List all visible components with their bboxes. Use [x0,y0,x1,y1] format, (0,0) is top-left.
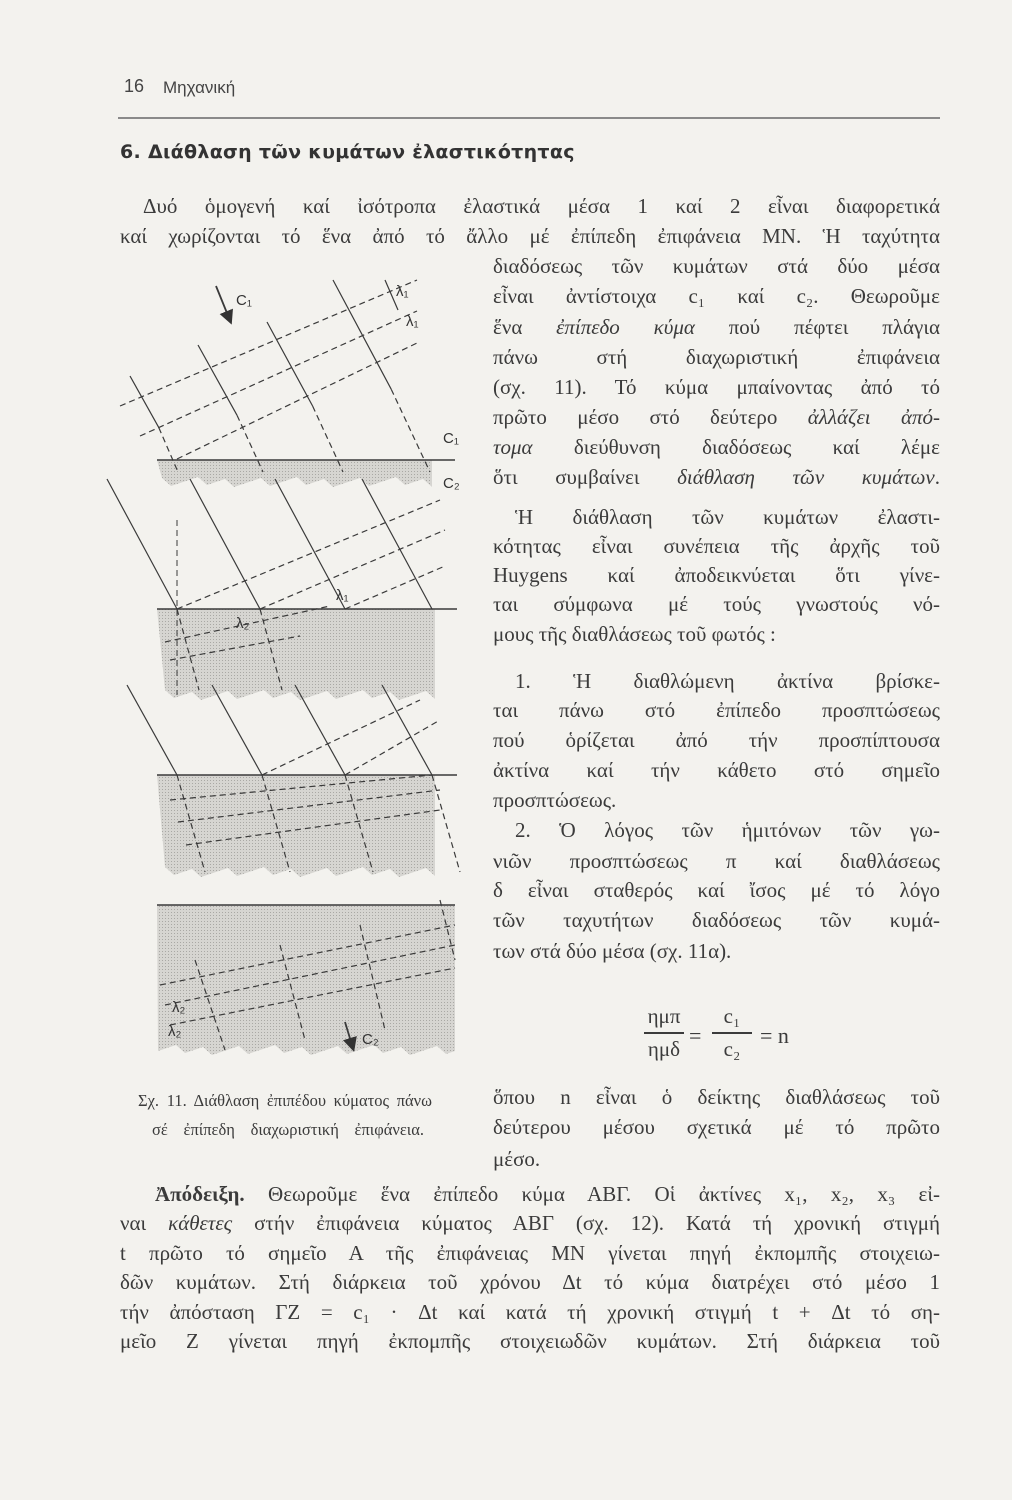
equals-sign: = [689,1023,702,1048]
text-segment: . [934,465,940,489]
label-lambda1-a: λ₁ [396,283,409,300]
text-segment: δῶν κυμάτων. Στή διάρκεια τοῦ χρόνου Δt τό κύμα διατρέχει στό μέσο 1 [120,1270,940,1294]
figure-caption-line1: Σχ. 11. Διάθλαση ἐπιπέδου κύματος πάνω [138,1091,432,1110]
text-segment: t πρῶτο τό σημεῖο Α τῆς ἐπιφάνειας ΜΝ γίνεται πηγή ἐκπομπῆς στοιχειω- [120,1241,940,1265]
ray-line [362,479,432,609]
text-segment: νιῶν προσπτώσεως π καί διαθλάσεως [493,849,940,873]
ray-line [198,345,237,415]
wavefront-line [177,343,417,459]
text-segment: στήν ἐπιφάνεια κύματος ΑΒΓ (σχ. 12). Κατά τή χρονική στιγμή [232,1211,940,1235]
ray-line [432,775,460,872]
text-segment: πού πέφτει πλάγια [694,315,940,339]
arrow-c1 [216,286,229,318]
text-segment: ὅπου n εἶναι ὁ δείκτης διαθλάσεως τοῦ [493,1085,940,1109]
section-heading: 6. Διάθλαση τῶν κυμάτων ἐλαστικότητας [120,141,575,163]
text-segment: ὅτι συμβαίνει [493,465,678,489]
text-segment: Θεωροῦμε ἕνα ἐπίπεδο κύμα ΑΒΓ. Οἱ ἀκτίνες x₁, x₂, x₃ εἰ- [244,1182,940,1206]
denominator-sin-refraction: ημδ [647,1037,681,1061]
page-number: 16 [124,76,145,96]
label-c2-medium: C₂ [443,475,460,492]
wavefront-line [120,280,417,406]
text-segment: ἕνα [493,315,557,339]
text-segment: Ἡ διάθλαση τῶν κυμάτων ἐλαστι- [515,505,940,529]
label-lambda1-panel2: λ₁ [336,587,349,604]
text-segment: ἐπίπεδο κύμα [556,315,695,339]
text-segment: Δυό ὁμογενή καί ἰσότροπα ἐλαστικά μέσα 1 καί 2 εἶναι διαφορετικά [143,194,940,218]
text-segment: μεῖο Ζ γίνεται πηγή ἐκπομπῆς στοιχειωδῶν κυμάτων. Στή διάρκεια τοῦ [120,1329,940,1353]
ray-line [107,479,177,609]
text-segment: πάνω στή διαχωριστική ἐπιφάνεια [493,345,940,369]
wavefront-line [177,500,440,609]
text-segment: εἶναι ἀντίστοιχα c₁ καί c₂. Θεωροῦμε [493,284,940,308]
text-segment: (σχ. 11). Τό κύμα μπαίνοντας ἀπό τό [493,375,940,399]
fraction-sines [644,1004,684,1062]
wavefront-line [345,720,440,775]
text-segment: μους τῆς διαθλάσεως τοῦ φωτός : [493,622,776,646]
text-segment: καί χωρίζονται τό ἕνα ἀπό τό ἄλλο μέ ἐπίπεδη ἐπιφάνεια ΜΝ. Ἡ ταχύτητα [120,224,940,248]
text-segment: μέσο. [493,1147,541,1171]
text-segment: δεύτερου μέσου σχετικά μέ τό πρῶτο [493,1115,940,1139]
numerator-sin-incidence: ημπ [644,1004,684,1034]
label-lambda2-a: λ₂ [172,999,186,1016]
text-segment: Huygens καί ἀποδεικνύεται ὅτι γίνε- [493,563,940,587]
text-segment: δ εἶναι σταθερός καί ἴσος μέ τό λόγο [493,878,940,902]
text-segment: πού ὁρίζεται ἀπό τήν προσπίπτουσα [493,728,940,752]
label-c1-top: C₁ [236,292,252,309]
text-segment: κάθετες [168,1211,233,1235]
medium-2-shading [157,460,432,487]
wavefront-line [345,566,445,609]
text-segment: ἀλλάζει ἀπό- [807,405,940,429]
ray-line [127,685,177,775]
label-lambda1-b: λ₁ [406,313,419,330]
label-lambda2-b: λ₂ [168,1023,182,1040]
text-segment: διαδόσεως τῶν κυμάτων στά δύο μέσα [493,254,940,278]
ray-line [333,280,391,389]
ray-line [382,685,432,775]
text-segment: κότητας εἶναι συνέπεια τῆς ἀρχῆς τοῦ [493,534,940,558]
text-segment: διεύθυνση διαδόσεως καί λέμε [532,435,940,459]
text-segment: τομα [493,435,533,459]
text-segment: τήν ἀπόσταση ΓΖ = c₁ · Δt καί κατά τή χρονική στιγμή t + Δt τό ση- [120,1300,940,1324]
medium-2-shading [157,775,435,877]
text-segment: ἀκτίνα καί τήν κάθετο στό σημεῖο [493,758,940,782]
text-segment: Ἀπόδειξη. [155,1182,245,1206]
label-c2-bottom: C₂ [362,1031,379,1048]
text-segment: τῶν ταχυτήτων διαδόσεως τῶν κυμά- [493,908,940,932]
text-segment: ναι [120,1211,169,1235]
text-segment: διάθλαση τῶν κυμάτων [677,465,935,489]
wavefront-line [140,311,417,436]
text-segment: προσπτώσεως. [493,788,617,812]
label-c1-medium: C₁ [443,430,459,447]
wavefront-line [260,530,445,609]
numerator-c1: c₁ [712,1004,752,1034]
text-segment: 1. Ἡ διαθλώμενη ἀκτίνα βρίσκε- [515,669,940,693]
denominator-c2: c₂ [723,1037,741,1061]
text-segment: 2. Ὁ λόγος τῶν ἡμιτόνων τῶν γω- [515,818,940,842]
text-segment: των στά δύο μέσα (σχ. 11α). [493,939,732,963]
fraction-speeds [712,1004,752,1062]
figure-caption-line2: σέ ἐπίπεδη διαχωριστική ἐπιφάνεια. [152,1120,424,1139]
ray-line [130,376,159,428]
text-segment: πρῶτο μέσο στό δεύτερο [493,405,808,429]
text-segment: ται πάνω στό ἐπίπεδο προσπτώσεως [493,698,940,722]
text-segment: ται σύμφωνα μέ τούς γνωστούς νό- [493,592,940,616]
label-lambda2-panel2: λ₂ [236,615,250,632]
running-title: Μηχανική [163,78,236,97]
equals-n: = n [760,1023,789,1048]
